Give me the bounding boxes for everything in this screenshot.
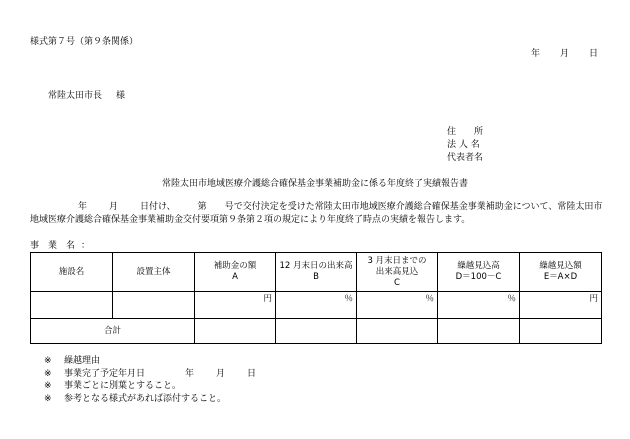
table-header-row: [31, 253, 602, 292]
applicant-corp-label: 法 人 名: [447, 140, 480, 150]
subsidy-amount-cell[interactable]: [195, 292, 276, 319]
date-month: 月: [559, 49, 569, 59]
body-paragraph: [30, 201, 610, 227]
note-item: ※ 参考となる様式があれば添付すること。: [44, 393, 227, 404]
report-table: [30, 252, 602, 344]
header-operator: 設置主体: [113, 253, 195, 292]
addressee: [48, 90, 125, 102]
applicant-block: [447, 126, 483, 165]
unit-yen: 円: [589, 294, 598, 304]
applicant-rep-label: 代表者名: [447, 153, 484, 163]
note-item: ※ 繰越理由: [44, 356, 101, 366]
header-carryover-amount: 繰越見込額 E＝A×D: [520, 253, 602, 292]
date-year: 年: [530, 49, 540, 59]
table-total-row: [31, 319, 602, 344]
header-progress-dec: 12 月末日の出来高 B: [276, 253, 357, 292]
project-label-colon: ：: [81, 241, 91, 251]
total-progress-dec-cell[interactable]: [276, 319, 357, 344]
progress-mar-cell[interactable]: [357, 292, 438, 319]
total-subsidy-cell[interactable]: [195, 319, 276, 344]
total-label: 合計: [31, 319, 195, 344]
total-progress-mar-cell[interactable]: [357, 319, 438, 344]
body-year: 年: [78, 202, 88, 212]
project-label-text: 事 業 名: [30, 241, 76, 251]
carryover-amount-cell[interactable]: [520, 292, 602, 319]
note-item: ※ 事業ごとに別葉とすること。: [44, 381, 182, 391]
table-row: [31, 292, 602, 319]
facility-cell[interactable]: [31, 292, 113, 319]
report-date: [511, 48, 598, 60]
note-item: ※ 事業完了予定年月日 年 月 日: [44, 368, 257, 379]
body-month: 月: [109, 202, 119, 212]
unit-percent: ％: [425, 294, 434, 304]
carryover-rate-cell[interactable]: [438, 292, 520, 319]
header-progress-mar: 3 月末日までの 出来高見込 C: [357, 253, 438, 292]
document-title: 常陸太田市地域医療介護総合確保基金事業補助金に係る年度終了実績報告書: [161, 179, 468, 189]
total-carryover-rate-cell[interactable]: [438, 319, 520, 344]
unit-yen: 円: [263, 294, 272, 304]
body-day-ref: 日付け、: [140, 202, 176, 212]
body-dai: 第: [197, 202, 207, 212]
progress-dec-cell[interactable]: [276, 292, 357, 319]
body-text: 号で交付決定を受けた常陸太田市地域医療介護総合確保基金事業補助金について、常陸太田市地域医療介護総合確保基金事業補助金交付要項第９条第２項の規定により年度終了時点の実績を報告します。: [30, 202, 603, 225]
unit-percent: ％: [344, 294, 353, 304]
operator-cell[interactable]: [113, 292, 195, 319]
form-number: 様式第７号（第９条関係）: [30, 37, 139, 47]
notes: [44, 355, 256, 405]
header-facility: 施設名: [31, 253, 113, 292]
addressee-honorific: 様: [116, 91, 126, 101]
total-carryover-amount-cell[interactable]: [520, 319, 602, 344]
project-name-label: [30, 240, 90, 252]
unit-percent: ％: [507, 294, 516, 304]
header-subsidy-amount: 補助金の額 A: [195, 253, 276, 292]
applicant-address-label: 住 所: [447, 127, 484, 137]
addressee-name: 常陸太田市長: [48, 91, 103, 101]
header-carryover-rate: 繰越見込高 D＝100－C: [438, 253, 520, 292]
date-day: 日: [588, 49, 598, 59]
